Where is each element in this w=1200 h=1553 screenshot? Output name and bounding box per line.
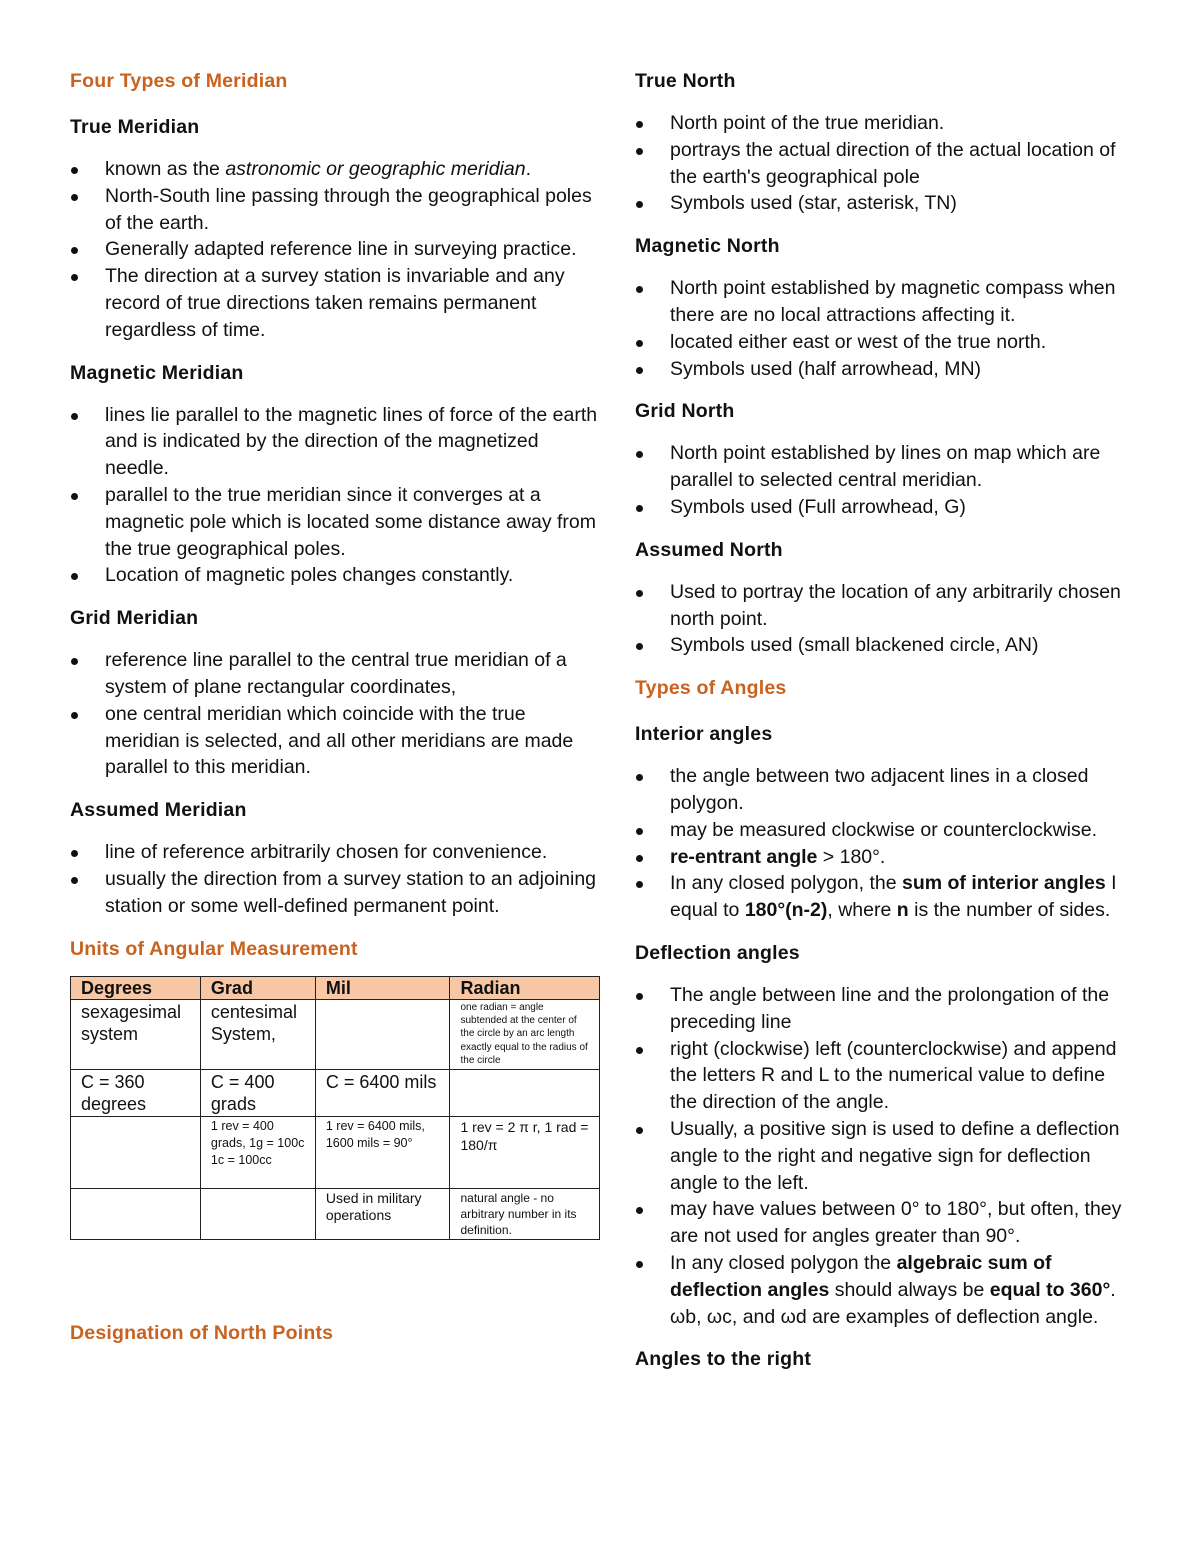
assumed-meridian-list <box>70 839 600 919</box>
bullet-icon <box>636 286 643 293</box>
bullet-icon <box>636 881 643 888</box>
list-item: The direction at a survey station is invariable and any record of true directions taken remains permanent regardless of time. <box>70 263 600 343</box>
col-header: Degrees <box>71 976 201 999</box>
true-meridian-title: True Meridian <box>70 116 200 138</box>
four-types-heading: Four Types of Meridian <box>70 70 288 92</box>
bullet-icon <box>636 148 643 155</box>
list-item: usually the direction from a survey station to an adjoining station or some well-defined permanent point. <box>70 866 600 920</box>
true-meridian-list <box>70 156 600 344</box>
bullet-icon <box>71 573 78 580</box>
list-item: North point established by magnetic compass when there are no local attractions affecting it. <box>635 275 1135 329</box>
bullet-icon <box>636 590 643 597</box>
col-header: Radian <box>450 976 600 999</box>
list-item: right (clockwise) left (counterclockwise) and append the letters R and L to the numerical value to define the direction of the angle. <box>635 1036 1135 1116</box>
table-cell: 1 rev = 400 grads, 1g = 100c 1c = 100cc <box>200 1116 315 1188</box>
list-item: located either east or west of the true north. <box>635 329 1135 356</box>
table-row <box>71 999 600 1069</box>
bullet-icon <box>71 658 78 665</box>
list-item: re-entrant angle > 180°. <box>635 844 1135 871</box>
table-cell <box>200 1188 315 1239</box>
units-heading: Units of Angular Measurement <box>70 937 358 960</box>
table-cell <box>315 999 450 1069</box>
units-table <box>70 976 600 1240</box>
bullet-icon <box>71 413 78 420</box>
left-column <box>70 68 600 1366</box>
magnetic-north-list <box>635 275 1135 382</box>
table-cell: sexagesimal system <box>71 999 201 1069</box>
deflection-angles-list <box>635 982 1135 1330</box>
bullet-icon <box>636 1127 643 1134</box>
list-item: the angle between two adjacent lines in a closed polygon. <box>635 763 1135 817</box>
table-header-row <box>71 976 600 999</box>
table-cell: one radian = angle subtended at the center of the circle by an arc length exactly equal to the radius of the circle <box>450 999 600 1069</box>
table-row <box>71 1188 600 1239</box>
table-cell: natural angle - no arbitrary number in its definition. <box>450 1188 600 1239</box>
list-item: Symbols used (Full arrowhead, G) <box>635 494 1135 521</box>
interior-angles-title: Interior angles <box>635 723 773 746</box>
list-item: Generally adapted reference line in surveying practice. <box>70 236 600 263</box>
magnetic-meridian-list <box>70 402 600 590</box>
table-cell: C = 6400 mils <box>315 1069 450 1116</box>
true-north-title: True North <box>635 70 736 92</box>
bullet-icon <box>636 505 643 512</box>
table-cell: C = 400 grads <box>200 1069 315 1116</box>
list-item: In any closed polygon, the sum of interior angles I equal to 180°(n-2), where n is the number of sides. <box>635 870 1135 924</box>
list-item: North point established by lines on map which are parallel to selected central meridian. <box>635 440 1135 494</box>
designation-heading: Designation of North Points <box>70 1321 334 1344</box>
true-north-list <box>635 110 1135 217</box>
magnetic-north-title: Magnetic North <box>635 235 780 258</box>
bullet-icon <box>636 121 643 128</box>
list-item: Usually, a positive sign is used to define a deflection angle to the right and negative sign for deflection angle to the left. <box>635 1116 1135 1196</box>
assumed-north-title: Assumed North <box>635 538 783 561</box>
list-item: The angle between line and the prolongation of the preceding line <box>635 982 1135 1036</box>
table-cell: C = 360 degrees <box>71 1069 201 1116</box>
bullet-icon <box>636 643 643 650</box>
list-item: one central meridian which coincide with the true meridian is selected, and all other meridians are made parallel to this meridian. <box>70 701 600 781</box>
list-item: Symbols used (small blackened circle, AN) <box>635 632 1135 659</box>
assumed-meridian-title: Assumed Meridian <box>70 799 247 822</box>
list-item: line of reference arbitrarily chosen for convenience. <box>70 839 600 866</box>
table-row <box>71 1069 600 1116</box>
table-cell <box>450 1069 600 1116</box>
col-header: Mil <box>315 976 450 999</box>
table-cell <box>71 1188 201 1239</box>
list-item: Location of magnetic poles changes constantly. <box>70 562 600 589</box>
list-item: North point of the true meridian. <box>635 110 1135 137</box>
bullet-icon <box>636 1261 643 1268</box>
list-item: Symbols used (half arrowhead, MN) <box>635 356 1135 383</box>
types-of-angles-heading: Types of Angles <box>635 677 787 700</box>
bullet-icon <box>71 247 78 254</box>
list-item: Used to portray the location of any arbitrarily chosen north point. <box>635 579 1135 633</box>
list-item: Symbols used (star, asterisk, TN) <box>635 190 1135 217</box>
col-header: Grad <box>200 976 315 999</box>
bullet-icon <box>71 712 78 719</box>
table-cell: 1 rev = 2 π r, 1 rad = 180/π <box>450 1116 600 1188</box>
list-item: In any closed polygon the algebraic sum of deflection angles should always be equal to 360°. ωb, ωc, and ωd are examples of deflection angle. <box>635 1250 1135 1330</box>
list-item: reference line parallel to the central true meridian of a system of plane rectangular coordinates, <box>70 647 600 701</box>
grid-north-list <box>635 440 1135 520</box>
bullet-icon <box>71 850 78 857</box>
grid-meridian-list <box>70 647 600 781</box>
list-item: portrays the actual direction of the actual location of the earth's geographical pole <box>635 137 1135 191</box>
bullet-icon <box>71 274 78 281</box>
bullet-icon <box>71 194 78 201</box>
list-item: North-South line passing through the geographical poles of the earth. <box>70 183 600 237</box>
grid-north-title: Grid North <box>635 400 735 423</box>
bullet-icon <box>71 167 78 174</box>
bullet-icon <box>636 1047 643 1054</box>
table-cell: centesimal System, <box>200 999 315 1069</box>
table-cell <box>71 1116 201 1188</box>
bullet-icon <box>636 367 643 374</box>
table-row <box>71 1116 600 1188</box>
list-item: lines lie parallel to the magnetic lines of force of the earth and is indicated by the direction of the magnetized needle. <box>70 402 600 482</box>
bullet-icon <box>636 1207 643 1214</box>
list-item: known as the astronomic or geographic meridian. <box>70 156 600 183</box>
bullet-icon <box>636 340 643 347</box>
list-item: parallel to the true meridian since it converges at a magnetic pole which is located some distance away from the true geographical poles. <box>70 482 600 562</box>
table-cell: Used in military operations <box>315 1188 450 1239</box>
table-cell: 1 rev = 6400 mils, 1600 mils = 90° <box>315 1116 450 1188</box>
magnetic-meridian-title: Magnetic Meridian <box>70 361 244 384</box>
interior-angles-list <box>635 763 1135 924</box>
bullet-icon <box>636 828 643 835</box>
bullet-icon <box>636 774 643 781</box>
grid-meridian-title: Grid Meridian <box>70 607 199 630</box>
bullet-icon <box>636 855 643 862</box>
bullet-icon <box>71 493 78 500</box>
list-item: may be measured clockwise or counterclockwise. <box>635 817 1135 844</box>
assumed-north-list <box>635 579 1135 659</box>
bullet-icon <box>636 993 643 1000</box>
bullet-icon <box>636 201 643 208</box>
bullet-icon <box>636 451 643 458</box>
right-column <box>635 68 1135 1388</box>
deflection-angles-title: Deflection angles <box>635 941 800 964</box>
list-item: may have values between 0° to 180°, but often, they are not used for angles greater than 90°. <box>635 1196 1135 1250</box>
angles-to-right-title: Angles to the right <box>635 1348 812 1371</box>
bullet-icon <box>71 877 78 884</box>
